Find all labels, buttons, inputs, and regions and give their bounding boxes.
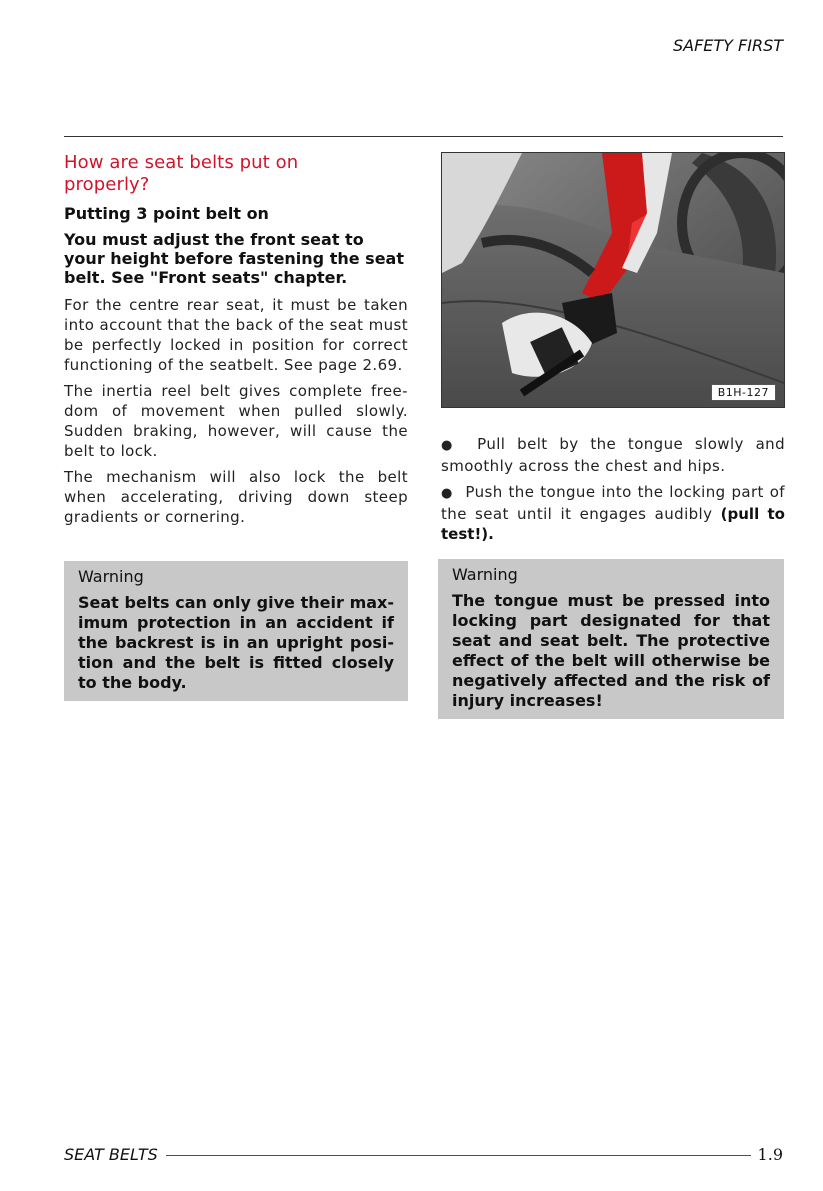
section-title-line2: properly? xyxy=(64,174,150,195)
page-number: 1.9 xyxy=(757,1145,783,1164)
header-title: SAFETY FIRST xyxy=(672,36,783,55)
paragraph-inertia-reel: The inertia reel belt gives complete free-dom of movement when pulled slowly. Sudden braking, however, will cause the belt to lock. xyxy=(64,382,408,460)
bullet-icon: ● xyxy=(441,438,460,453)
warning-title: Warning xyxy=(78,567,144,586)
list-item xyxy=(441,482,785,544)
section-title xyxy=(64,152,408,196)
left-column xyxy=(64,152,408,533)
right-column xyxy=(441,152,785,550)
warning-text: The tongue must be pressed into locking part designated for that seat and seat belt. The protective effect of the belt will otherwise be negatively affected and the risk of injury increases! xyxy=(452,591,770,710)
seatbelt-illustration xyxy=(442,153,784,407)
subheading: Putting 3 point belt on xyxy=(64,204,269,223)
seatbelt-figure xyxy=(441,152,785,408)
bullet-text: Pull belt by the tongue slowly and smoothly across the chest and hips. xyxy=(441,435,785,475)
warning-text: Seat belts can only give their max-imum protection in an accident if the backrest is in an upright posi-tion and the belt is fitted closely to the body. xyxy=(78,593,394,692)
section-title-line1: How are seat belts put on xyxy=(64,152,299,173)
list-item xyxy=(441,434,785,476)
figure-code: B1H-127 xyxy=(711,384,776,401)
top-divider xyxy=(64,136,783,137)
footer-title: SEAT BELTS xyxy=(64,1145,158,1164)
bullet-icon: ● xyxy=(441,486,454,501)
warning-title: Warning xyxy=(452,565,518,584)
paragraph-mechanism: The mechanism will also lock the belt when accelerating, driving down steep gradients or cornering. xyxy=(64,468,408,526)
lead-paragraph: You must adjust the front seat to your height before fastening the seat belt. See "Front seats" chapter. xyxy=(64,230,404,287)
warning-box-left xyxy=(64,561,408,701)
bullet-text: Push the tongue into the locking part of the seat until it engages audibly xyxy=(441,483,785,523)
warning-box-right xyxy=(438,559,784,719)
instruction-list xyxy=(441,434,785,544)
paragraph-centre-rear-seat: For the centre rear seat, it must be taken into account that the back of the seat must be perfectly locked in position for correct functioning of the seatbelt. See page 2.69. xyxy=(64,296,408,374)
bullet-emphasis: (pull to test!). xyxy=(441,505,785,543)
footer-divider xyxy=(166,1155,751,1156)
